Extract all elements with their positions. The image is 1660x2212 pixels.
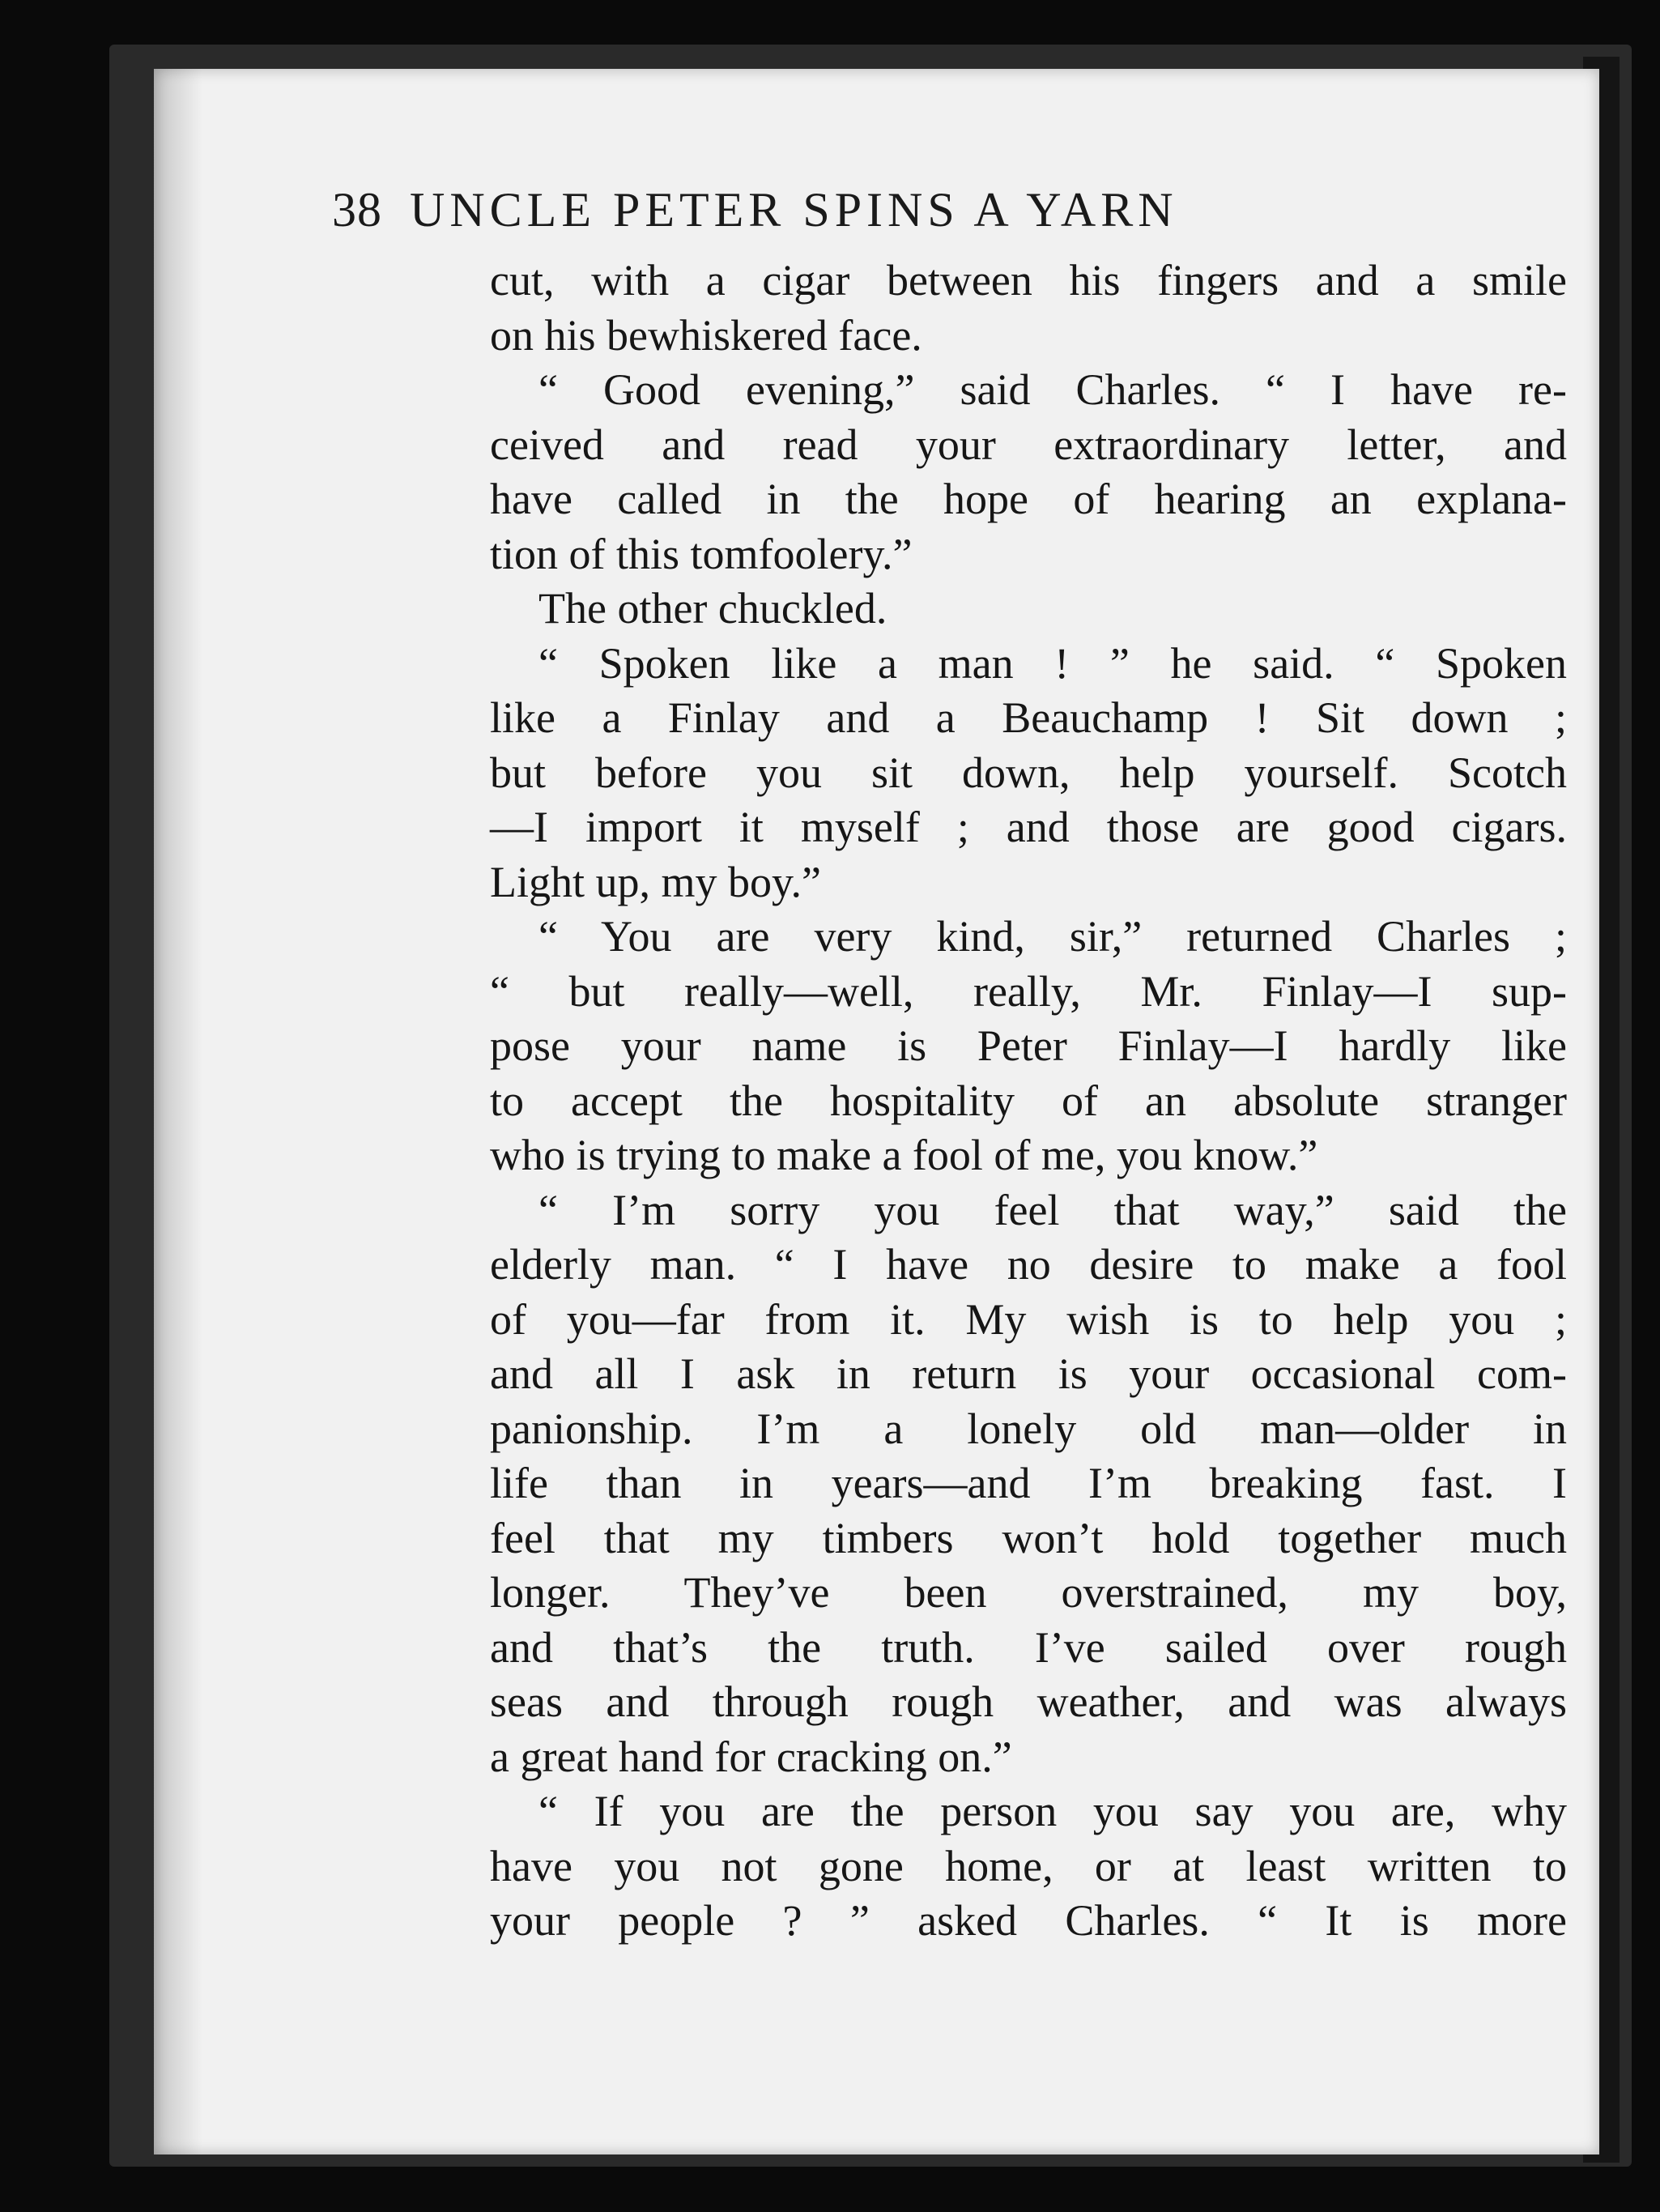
text-line: “ Good evening,” said Charles. “ I have re- (538, 365, 1567, 414)
text-line: of you—far from it. My wish is to help you ; (490, 1294, 1567, 1344)
text-line: a great hand for cracking on.” (490, 1732, 1012, 1781)
text-line: feel that my timbers won’t hold together much (490, 1513, 1567, 1562)
text-line: pose your name is Peter Finlay—I hardly like (490, 1021, 1567, 1070)
text-line: and that’s the truth. I’ve sailed over rough (490, 1622, 1567, 1672)
text-line: panionship. I’m a lonely old man—older in (490, 1404, 1567, 1453)
body-text (490, 254, 1567, 1949)
text-line: on his bewhiskered face. (490, 310, 922, 360)
text-line: ceived and read your extraordinary letter, and (490, 420, 1567, 469)
text-line: “ You are very kind, sir,” returned Charles ; (538, 912, 1567, 961)
text-line: to accept the hospitality of an absolute stranger (490, 1076, 1567, 1125)
text-line: “ but really—well, really, Mr. Finlay—I sup- (490, 966, 1567, 1016)
running-head-title: UNCLE PETER SPINS A YARN (410, 183, 1178, 237)
text-line: seas and through rough weather, and was always (490, 1677, 1567, 1726)
page-gutter-shadow (154, 69, 202, 2154)
text-line: “ If you are the person you say you are, why (538, 1787, 1567, 1835)
page-number: 38 (332, 183, 382, 237)
text-line: who is trying to make a fool of me, you know.” (490, 1131, 1318, 1179)
text-line: have you not gone home, or at least written to (490, 1841, 1567, 1890)
text-line: Light up, my boy.” (490, 857, 821, 906)
text-line: The other chuckled. (538, 584, 887, 633)
text-line: like a Finlay and a Beauchamp ! Sit down ; (490, 693, 1567, 742)
text-line: elderly man. “ I have no desire to make a fool (490, 1240, 1567, 1289)
text-line: longer. They’ve been overstrained, my boy, (490, 1568, 1567, 1617)
text-line: tion of this tomfoolery.” (490, 529, 913, 578)
text-line: but before you sit down, help yourself. Scotch (490, 748, 1567, 797)
text-line: —I import it myself ; and those are good cigars. (490, 803, 1567, 851)
text-line: cut, with a cigar between his fingers and a smile (490, 256, 1567, 305)
running-header (332, 182, 1449, 238)
text-line: life than in years—and I’m breaking fast. I (490, 1459, 1567, 1507)
text-line: and all I ask in return is your occasional com- (490, 1349, 1567, 1398)
text-line: “ I’m sorry you feel that way,” said the (538, 1185, 1567, 1234)
text-line: “ Spoken like a man ! ” he said. “ Spoken (538, 638, 1567, 688)
text-line: your people ? ” asked Charles. “ It is more (490, 1896, 1567, 1945)
text-line: have called in the hope of hearing an explana- (490, 475, 1567, 523)
